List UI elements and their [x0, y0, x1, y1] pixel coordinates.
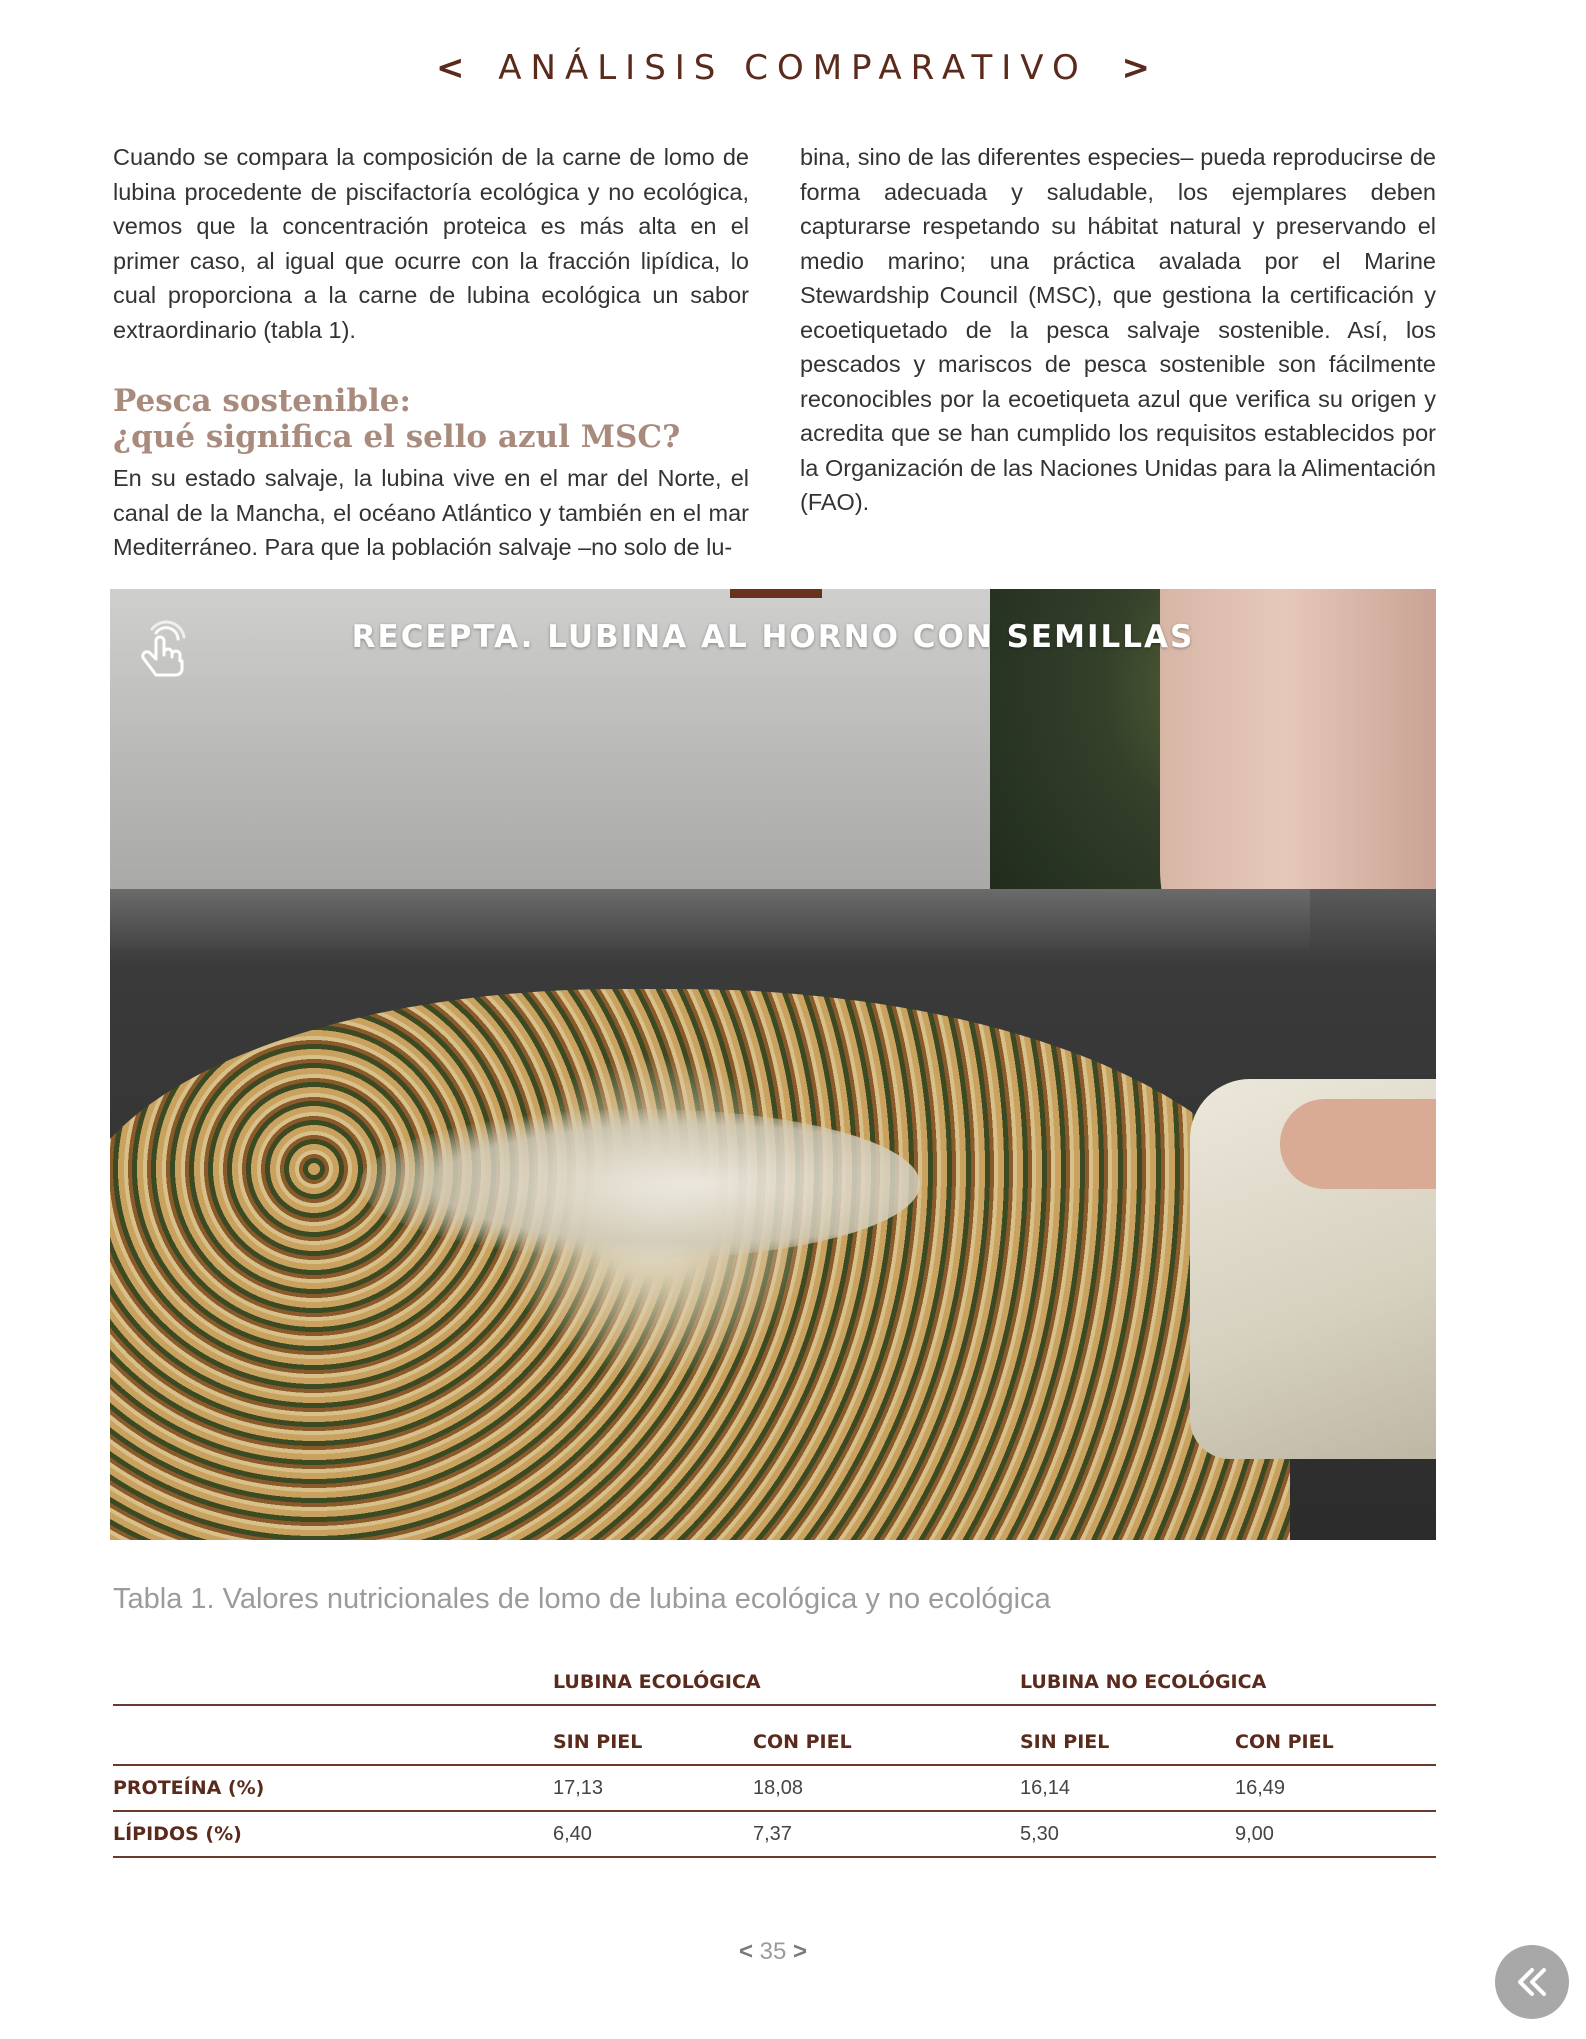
tap-hand-icon[interactable] — [126, 619, 196, 689]
right-column — [800, 140, 1436, 520]
msc-paragraph: bina, sino de las diferentes especies– pueda reproducirse de forma adecuada y saludable, los ejemplares deben capturarse respetando su hábitat natural y preservando el medio marino; una práctica avalada por el Marine Stewardship Council (MSC), que gestiona la certificación y ecoetiquetado de la pesca salvaje sostenible. Así, los pescados y mariscos de pesca sostenible son fácilmente reconocibles por la ecoetiqueta azul que verifica su origen y acredita que se han cumplido los requisitos establecidos por la Organización de las Naciones Unidas para la Alimentación (FAO). — [800, 144, 1436, 515]
subheader-sin-piel-eco: SIN PIEL — [553, 1731, 643, 1753]
recipe-photo[interactable] — [110, 589, 1436, 1540]
photo-tray-rim — [110, 889, 1310, 949]
photo-thumb — [1280, 1099, 1436, 1189]
page-number — [0, 1938, 1546, 1966]
table-caption: Tabla 1. Valores nutricionales de lomo de lubina ecológica y no ecológica — [113, 1583, 1051, 1615]
photo-fish-fillet — [360, 1109, 920, 1259]
photo-accent-bar — [730, 589, 822, 598]
table-cell: 16,49 — [1235, 1777, 1286, 1799]
left-column — [113, 140, 749, 565]
table-group-header-row — [113, 1660, 1436, 1706]
table-cell: 18,08 — [753, 1777, 804, 1799]
group-header-no-ecologica: LUBINA NO ECOLÓGICA — [1020, 1671, 1267, 1693]
section-header — [0, 48, 1586, 88]
page-number-value: 35 — [759, 1938, 787, 1965]
nutrition-table — [113, 1660, 1436, 1858]
subheader-con-piel-eco: CON PIEL — [753, 1731, 852, 1753]
table-cell: 17,13 — [553, 1777, 604, 1799]
right-bracket: > — [1121, 48, 1151, 88]
row-label: LÍPIDOS (%) — [113, 1823, 242, 1845]
table-row — [113, 1766, 1436, 1812]
group-header-ecologica: LUBINA ECOLÓGICA — [553, 1671, 761, 1693]
table-cell: 9,00 — [1235, 1823, 1274, 1845]
table-subheader-row — [113, 1720, 1436, 1766]
table-cell: 7,37 — [753, 1823, 792, 1845]
left-bracket: < — [435, 48, 465, 88]
photo-seed-crust — [110, 989, 1290, 1540]
section-title: ANÁLISIS COMPARATIVO — [498, 48, 1088, 88]
habitat-paragraph: En su estado salvaje, la lubina vive en el mar del Norte, el canal de la Mancha, el océano Atlántico y también en el mar Mediterráneo. Para que la población salvaje –no solo de lu- — [113, 465, 749, 560]
section-subheading — [113, 383, 749, 455]
subheading-line2: ¿qué significa el sello azul MSC? — [113, 419, 681, 455]
subheading-line1: Pesca sostenible: — [113, 383, 411, 419]
page-right-bracket: > — [793, 1938, 808, 1965]
intro-paragraph: Cuando se compara la composición de la carne de lomo de lubina procedente de piscifactoría ecológica y no ecológica, vemos que la concentración proteica es más alta en el primer caso, al igual que ocurre con la fracción lipídica, lo cual proporciona a la carne de lubina ecológica un sabor extraordinario (tabla 1). — [113, 144, 749, 343]
page-left-bracket: < — [738, 1938, 753, 1965]
row-label: PROTEÍNA (%) — [113, 1777, 265, 1799]
subheader-con-piel-noeco: CON PIEL — [1235, 1731, 1334, 1753]
table-cell: 16,14 — [1020, 1777, 1071, 1799]
double-chevron-left-icon — [1512, 1962, 1552, 2002]
table-cell: 5,30 — [1020, 1823, 1059, 1845]
table-row — [113, 1812, 1436, 1858]
back-button[interactable] — [1495, 1945, 1569, 2019]
subheader-sin-piel-noeco: SIN PIEL — [1020, 1731, 1110, 1753]
recipe-title[interactable]: RECEPTA. LUBINA AL HORNO CON SEMILLAS — [351, 619, 1195, 655]
table-cell: 6,40 — [553, 1823, 592, 1845]
